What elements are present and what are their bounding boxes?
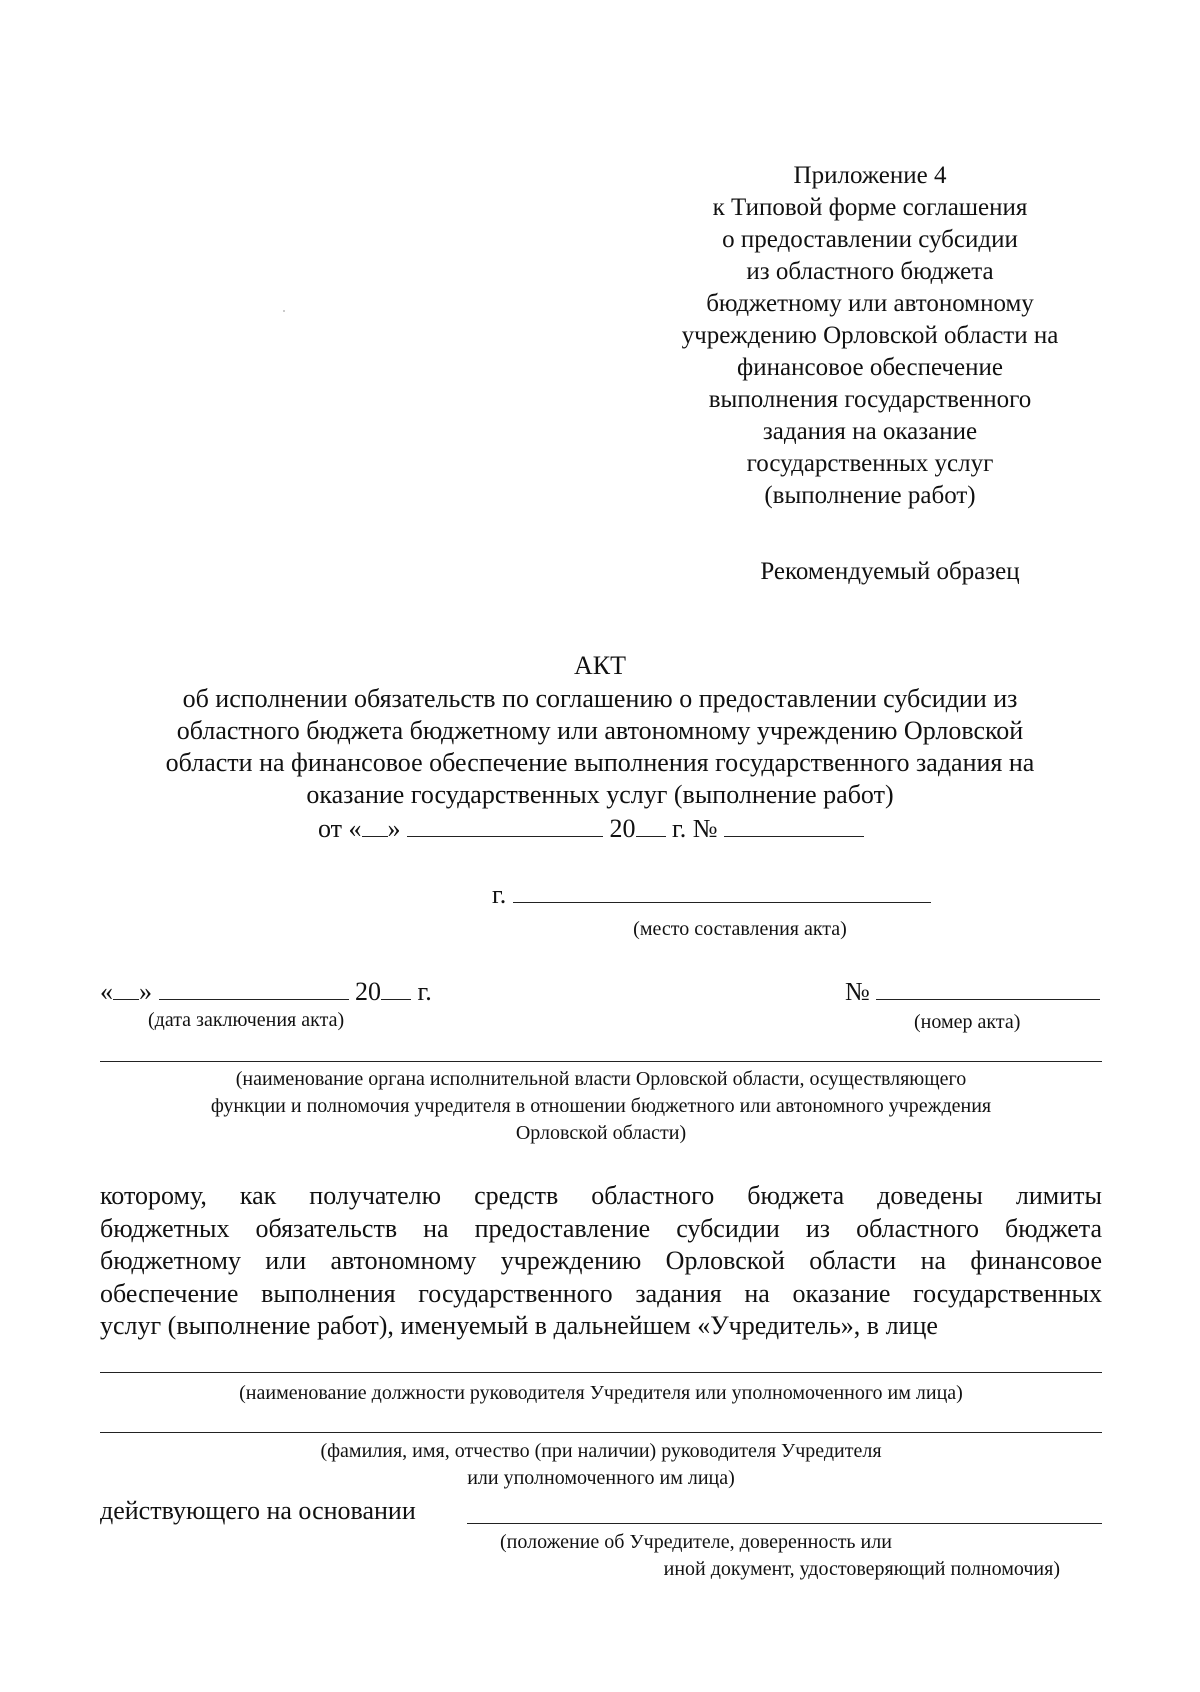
act-day-field[interactable] <box>362 814 388 837</box>
fio-caption <box>100 1438 1102 1492</box>
act-year-suffix: г. № <box>672 814 718 843</box>
sample-label: Рекомендуемый образец <box>760 558 1020 585</box>
conclusion-year-prefix: 20 <box>355 977 381 1006</box>
body-line: услуг (выполнение работ), именуемый в дальнейшем «Учредитель», в лице <box>100 1311 938 1340</box>
fio-caption-line: или уполномоченного им лица) <box>467 1467 735 1489</box>
appendix-line: задания на оказание <box>762 418 978 445</box>
appendix-line: (выполнение работ) <box>764 482 976 509</box>
act-date-prefix: от « <box>318 814 362 843</box>
place-line <box>492 879 931 911</box>
appendix-line: государственных услуг <box>746 450 994 477</box>
appendix-header <box>640 160 1100 512</box>
authority-caption-line: (наименование органа исполнительной власти Орловской области, осуществляющего <box>235 1068 967 1090</box>
authority-caption-line: Орловской области) <box>515 1122 687 1144</box>
body-line: обеспечение выполнения государственного задания на оказание государственных <box>100 1278 1102 1308</box>
act-title-line: оказание государственных услуг (выполнение работ) <box>306 780 894 809</box>
conclusion-date-caption: (дата заключения акта) <box>148 1009 345 1031</box>
conclusion-quote-open: « <box>100 977 113 1006</box>
act-title-line: области на финансовое обеспечение выполнения государственного задания на <box>165 748 1035 777</box>
conclusion-year-suffix: г. <box>417 977 432 1006</box>
act-year-field[interactable] <box>636 814 666 837</box>
conclusion-month-field[interactable] <box>159 977 349 1000</box>
basis-label: действующего на основании <box>100 1496 416 1525</box>
act-year-prefix: 20 <box>609 814 636 843</box>
appendix-line: выполнения государственного <box>708 386 1032 413</box>
conclusion-day-field[interactable] <box>113 977 139 1000</box>
place-caption: (место составления акта) <box>633 918 847 940</box>
conclusion-year-field[interactable] <box>381 977 411 1000</box>
act-number-line <box>845 976 1100 1008</box>
act-title-line: об исполнении обязательств по соглашению о предоставлении субсидии из <box>182 684 1018 713</box>
body-line: бюджетных обязательств на предоставление субсидии из областного бюджета <box>100 1213 1102 1243</box>
conclusion-number-caption: (номер акта) <box>914 1011 1021 1033</box>
number-sign: № <box>845 977 870 1006</box>
authority-field[interactable] <box>100 1061 1102 1062</box>
city-prefix: г. <box>492 880 507 909</box>
appendix-line: учреждению Орловской области на <box>681 322 1059 349</box>
act-date-quote-close: » <box>387 814 401 843</box>
basis-field[interactable] <box>467 1523 1102 1524</box>
fio-field[interactable] <box>100 1432 1102 1433</box>
basis-caption-line: иной документ, удостоверяющий полномочия) <box>663 1558 1060 1580</box>
appendix-line: из областного бюджета <box>746 258 994 285</box>
conclusion-date-line <box>100 976 432 1008</box>
basis-caption <box>500 1529 1060 1583</box>
act-number-field[interactable] <box>724 814 864 837</box>
act-month-field[interactable] <box>407 814 603 837</box>
appendix-line: Приложение 4 <box>793 162 947 189</box>
act-date-line <box>318 813 864 845</box>
scan-speck <box>283 310 285 312</box>
appendix-line: финансовое обеспечение <box>737 354 1003 381</box>
act-heading: АКТ <box>574 651 626 680</box>
place-field[interactable] <box>513 880 931 903</box>
authority-caption-line: функции и полномочия учредителя в отношении бюджетного или автономного учреждения <box>210 1095 992 1117</box>
position-field[interactable] <box>100 1372 1102 1373</box>
conclusion-number-field[interactable] <box>876 977 1100 1000</box>
authority-caption <box>100 1066 1102 1147</box>
basis-caption-line: (положение об Учредителе, доверенность или <box>500 1531 892 1553</box>
act-title-line: областного бюджета бюджетному или автономному учреждению Орловской <box>176 716 1024 745</box>
fio-caption-line: (фамилия, имя, отчество (при наличии) руководителя Учредителя <box>320 1440 882 1462</box>
appendix-line: бюджетному или автономному <box>706 290 1034 317</box>
position-caption: (наименование должности руководителя Учредителя или уполномоченного им лица) <box>239 1382 963 1404</box>
body-paragraph <box>100 1180 1102 1343</box>
conclusion-quote-close: » <box>139 977 152 1006</box>
body-line: которому, как получателю средств областного бюджета доведены лимиты <box>100 1181 1102 1210</box>
appendix-line: о предоставлении субсидии <box>722 226 1018 253</box>
act-title <box>100 683 1100 811</box>
body-line: бюджетному или автономному учреждению Орловской области на финансовое <box>100 1246 1102 1275</box>
appendix-line: к Типовой форме соглашения <box>712 194 1028 221</box>
